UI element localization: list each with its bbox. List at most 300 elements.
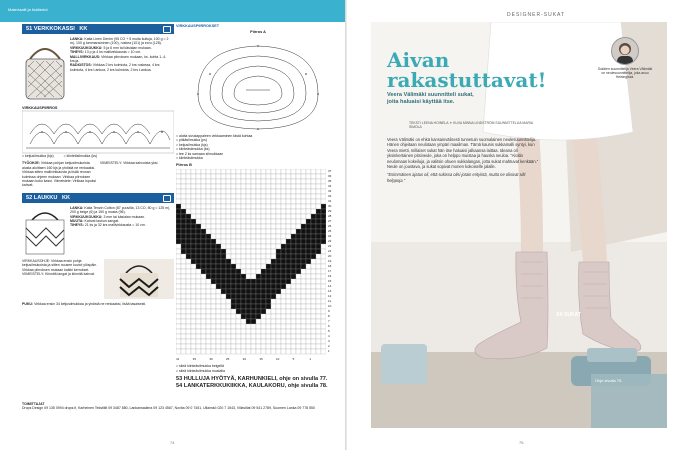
designer-portrait <box>612 38 638 64</box>
grid-cell <box>176 339 181 344</box>
grid-cell <box>271 199 276 204</box>
grid-cell <box>186 189 191 194</box>
grid-cell <box>271 249 276 254</box>
grid-cell <box>286 259 291 264</box>
grid-cell <box>196 284 201 289</box>
grid-cell <box>181 334 186 339</box>
grid-cell <box>286 179 291 184</box>
legend-1-a: = ketjusilmukka (kjs) <box>22 154 54 158</box>
grid-cell <box>206 229 211 234</box>
grid-cell <box>236 244 241 249</box>
grid-cell <box>186 279 191 284</box>
grid-cell <box>256 234 261 239</box>
row-number: 35 <box>328 179 332 184</box>
row-number: 36 <box>328 174 332 179</box>
grid-cell <box>201 174 206 179</box>
grid-cell <box>281 294 286 299</box>
grid-cell <box>291 329 296 334</box>
column-number: 10 <box>276 357 280 362</box>
row-number: 22 <box>328 244 332 249</box>
grid-cell <box>251 344 256 349</box>
grid-cell <box>236 334 241 339</box>
tyoohje-block <box>22 161 174 187</box>
section-52-details <box>22 259 174 299</box>
grid-cell <box>176 264 181 269</box>
grid-cell <box>301 204 306 209</box>
grid-cell <box>291 294 296 299</box>
grid-cell <box>286 329 291 334</box>
grid-cell <box>261 319 266 324</box>
grid-cell <box>286 319 291 324</box>
grid-cell <box>241 254 246 259</box>
grid-cell <box>301 299 306 304</box>
grid-cell <box>241 349 246 354</box>
grid-cell <box>316 204 321 209</box>
grid-cell <box>246 309 251 314</box>
row-number: 33 <box>328 189 332 194</box>
grid-cell <box>321 249 326 254</box>
grid-cell <box>276 224 281 229</box>
grid-cell <box>251 349 256 354</box>
grid-cell <box>211 214 216 219</box>
grid-cell <box>301 334 306 339</box>
row-number: 5 <box>328 329 330 334</box>
grid-cell <box>231 284 236 289</box>
grid-cell <box>186 324 191 329</box>
grid-cell <box>286 344 291 349</box>
grid-cell <box>211 329 216 334</box>
grid-cell <box>176 249 181 254</box>
grid-cell <box>266 269 271 274</box>
grid-cell <box>236 264 241 269</box>
grid-cell <box>186 339 191 344</box>
grid-cell <box>181 224 186 229</box>
grid-cell <box>261 209 266 214</box>
grid-cell <box>276 339 281 344</box>
grid-cell <box>271 169 276 174</box>
grid-cell <box>291 169 296 174</box>
grid-cell <box>191 204 196 209</box>
row-number: 20 <box>328 254 332 259</box>
grid-cell <box>191 189 196 194</box>
grid-cell <box>221 289 226 294</box>
grid-cell <box>266 234 271 239</box>
grid-cell <box>216 329 221 334</box>
grid-cell <box>246 224 251 229</box>
grid-cell <box>196 214 201 219</box>
grid-cell <box>186 204 191 209</box>
grid-cell <box>221 204 226 209</box>
grid-cell <box>246 304 251 309</box>
grid-cell <box>316 184 321 189</box>
grid-cell <box>306 279 311 284</box>
article-title <box>387 50 547 90</box>
grid-cell <box>241 209 246 214</box>
grid-cell <box>176 309 181 314</box>
grid-cell <box>261 349 266 354</box>
grid-cell <box>231 254 236 259</box>
grid-cell <box>301 284 306 289</box>
grid-cell <box>231 299 236 304</box>
grid-cell <box>306 284 311 289</box>
grid-cell <box>176 304 181 309</box>
grid-cell <box>261 249 266 254</box>
grid-cell <box>296 214 301 219</box>
grid-cell <box>296 344 301 349</box>
grid-cell <box>206 254 211 259</box>
grid-cell <box>181 204 186 209</box>
grid-cell <box>221 284 226 289</box>
grid-cell <box>306 339 311 344</box>
grid-cell <box>216 209 221 214</box>
grid-cell <box>251 179 256 184</box>
grid-cell <box>191 289 196 294</box>
grid-cell <box>236 239 241 244</box>
right-column <box>176 24 340 390</box>
grid-cell <box>211 319 216 324</box>
grid-cell <box>186 249 191 254</box>
grid-cell <box>231 339 236 344</box>
grid-cell <box>276 244 281 249</box>
grid-cell <box>311 324 316 329</box>
grid-cell <box>256 299 261 304</box>
grid-cell <box>251 214 256 219</box>
grid-cell <box>286 169 291 174</box>
grid-cell <box>281 349 286 354</box>
grid-cell <box>261 269 266 274</box>
grid-cell <box>321 174 326 179</box>
grid-cell <box>296 219 301 224</box>
grid-cell <box>206 344 211 349</box>
grid-cell <box>196 344 201 349</box>
grid-cell <box>236 204 241 209</box>
grid-cell <box>221 184 226 189</box>
grid-cell <box>176 329 181 334</box>
grid-cell <box>216 184 221 189</box>
grid-cell <box>261 339 266 344</box>
grid-cell <box>256 259 261 264</box>
grid-cell <box>191 334 196 339</box>
grid-cell <box>196 194 201 199</box>
grid-cell <box>281 244 286 249</box>
row-number: 2 <box>328 344 330 349</box>
grid-cell <box>296 234 301 239</box>
grid-cell <box>311 299 316 304</box>
grid-cell <box>311 219 316 224</box>
grid-cell <box>226 334 231 339</box>
grid-cell <box>306 194 311 199</box>
grid-cell <box>276 204 281 209</box>
grid-cell <box>236 349 241 354</box>
grid-cell <box>236 289 241 294</box>
grid-cell <box>261 264 266 269</box>
grid-cell <box>291 314 296 319</box>
grid-cell <box>251 329 256 334</box>
grid-cell <box>256 219 261 224</box>
grid-cell <box>226 349 231 354</box>
grid-cell <box>301 229 306 234</box>
grid-cell <box>196 219 201 224</box>
grid-cell <box>261 234 266 239</box>
legend-1 <box>22 154 174 158</box>
grid-cell <box>286 264 291 269</box>
grid-cell <box>251 339 256 344</box>
grid-cell <box>286 244 291 249</box>
grid-cell <box>266 289 271 294</box>
grid-cell <box>276 169 281 174</box>
grid-cell <box>221 209 226 214</box>
grid-cell <box>186 264 191 269</box>
grid-cell <box>256 309 261 314</box>
grid-cell <box>276 349 281 354</box>
grid-cell <box>211 204 216 209</box>
grid-cell <box>276 299 281 304</box>
grid-cell <box>221 279 226 284</box>
grid-cell <box>216 314 221 319</box>
grid-cell <box>276 284 281 289</box>
grid-cell <box>221 324 226 329</box>
grid-cell <box>306 224 311 229</box>
grid-cell <box>321 349 326 354</box>
grid-cell <box>211 169 216 174</box>
grid-cell <box>211 334 216 339</box>
grid-cell <box>211 219 216 224</box>
grid-cell <box>196 169 201 174</box>
grid-cell <box>191 234 196 239</box>
legend-a-0: = aloita sivukappaleen virkkaaminen tästä kohtaa <box>176 134 253 138</box>
grid-cell <box>316 229 321 234</box>
grid-cell <box>241 184 246 189</box>
grid-cell <box>286 309 291 314</box>
grid-cell <box>301 294 306 299</box>
grid-cell <box>301 289 306 294</box>
grid-cell <box>211 274 216 279</box>
grid-cell <box>256 274 261 279</box>
grid-cell <box>221 214 226 219</box>
viimeistely-text: VIIMEISTELY: Virkkaa kahvoista yksi. <box>100 161 159 166</box>
grid-cell <box>236 219 241 224</box>
net-bag-image <box>22 37 68 103</box>
grid-cell <box>316 254 321 259</box>
grid-cell <box>301 224 306 229</box>
grid-cell <box>261 229 266 234</box>
grid-cell <box>281 174 286 179</box>
grid-cell <box>241 339 246 344</box>
row-number: 28 <box>328 214 332 219</box>
grid-cell <box>261 194 266 199</box>
grid-cell <box>306 304 311 309</box>
line-1: VIRKKUUKOUKKU: 3 mm tai käsialan mukaan. <box>70 214 146 219</box>
grid-cell <box>306 254 311 259</box>
grid-cell <box>316 244 321 249</box>
grid-cell <box>271 269 276 274</box>
grid-cell <box>251 314 256 319</box>
grid-cell <box>181 234 186 239</box>
grid-cell <box>296 274 301 279</box>
grid-cell <box>241 274 246 279</box>
grid-cell <box>206 309 211 314</box>
grid-cell <box>306 219 311 224</box>
grid-cell <box>226 224 231 229</box>
grid-cell <box>201 194 206 199</box>
grid-cell <box>251 334 256 339</box>
grid-cell <box>221 319 226 324</box>
grid-cell <box>271 289 276 294</box>
grid-cell <box>196 244 201 249</box>
line-1: VIRKKUUKOUKKU: 5 ja 6 mm tai käsialan mukaan. <box>70 45 152 50</box>
grid-cell <box>191 239 196 244</box>
grid-cell <box>191 249 196 254</box>
photo-caption: Ohje sivulla 75. <box>595 378 623 383</box>
grid-cell <box>266 304 271 309</box>
grid-cell <box>321 289 326 294</box>
grid-cell <box>296 309 301 314</box>
grid-cell <box>246 334 251 339</box>
grid-cell <box>296 304 301 309</box>
grid-cell <box>206 174 211 179</box>
grid-cell <box>216 259 221 264</box>
grid-cell <box>306 244 311 249</box>
grid-cell <box>196 309 201 314</box>
grid-cell <box>286 294 291 299</box>
grid-cell <box>316 309 321 314</box>
grid-cell <box>196 179 201 184</box>
grid-cell <box>231 264 236 269</box>
grid-cell <box>261 219 266 224</box>
grid-cell <box>216 309 221 314</box>
row-number: 19 <box>328 259 332 264</box>
grid-cell <box>251 309 256 314</box>
grid-cell <box>251 299 256 304</box>
grid-cell <box>226 314 231 319</box>
grid-cell <box>286 274 291 279</box>
grid-cell <box>186 334 191 339</box>
grid-cell <box>221 269 226 274</box>
grid-cell <box>271 179 276 184</box>
grid-cell <box>276 304 281 309</box>
right-page <box>347 0 696 450</box>
grid-cell <box>231 179 236 184</box>
grid-cell <box>321 229 326 234</box>
grid-cell <box>301 339 306 344</box>
grid-cell <box>296 299 301 304</box>
grid-cell <box>186 244 191 249</box>
grid-cell <box>251 264 256 269</box>
grid-cell <box>246 189 251 194</box>
grid-cell <box>196 319 201 324</box>
grid-cell <box>241 309 246 314</box>
grid-cell <box>266 214 271 219</box>
grid-cell <box>296 239 301 244</box>
grid-cell <box>261 279 266 284</box>
camera-icon <box>163 26 171 33</box>
puku-text: PUKU: Virkkaa ensin 34 ketjusilmukkaa ja yhdistä ne renkaaksi, lisää tasaisesti. <box>22 301 147 306</box>
grid-cell <box>321 294 326 299</box>
grid-cell <box>321 179 326 184</box>
grid-cell <box>306 169 311 174</box>
grid-cell <box>246 229 251 234</box>
grid-cell <box>291 184 296 189</box>
grid-cell <box>221 254 226 259</box>
grid-cell <box>296 179 301 184</box>
grid-cell <box>186 344 191 349</box>
grid-cell <box>316 304 321 309</box>
grid-cell <box>311 204 316 209</box>
grid-cell <box>181 274 186 279</box>
grid-cell <box>211 264 216 269</box>
grid-cell <box>271 344 276 349</box>
row-number: 4 <box>328 334 330 339</box>
grid-cell <box>321 219 326 224</box>
grid-cell <box>181 199 186 204</box>
grid-cell <box>176 259 181 264</box>
grid-cell <box>296 269 301 274</box>
grid-cell <box>296 329 301 334</box>
grid-cell <box>286 269 291 274</box>
grid-cell <box>246 294 251 299</box>
grid-cell <box>316 274 321 279</box>
grid-cell <box>281 259 286 264</box>
grid-cell <box>281 299 286 304</box>
grid-cell <box>296 314 301 319</box>
grid-cell <box>281 224 286 229</box>
grid-cell <box>206 269 211 274</box>
grid-cell <box>231 219 236 224</box>
grid-cell <box>311 179 316 184</box>
grid-cell <box>241 229 246 234</box>
grid-cell <box>191 294 196 299</box>
grid-cell <box>311 249 316 254</box>
grid-cell <box>186 254 191 259</box>
grid-cell <box>301 219 306 224</box>
topbar-text: Materiaalit ja lisätiedot <box>8 7 48 12</box>
grid-cell <box>306 214 311 219</box>
grid-cell <box>316 179 321 184</box>
section-52-body <box>22 206 174 256</box>
page-number-left: 74 <box>170 440 175 445</box>
grid-cell <box>311 344 316 349</box>
grid-cell <box>221 304 226 309</box>
grid-cell <box>296 279 301 284</box>
grid-cell <box>231 294 236 299</box>
grid-cell <box>301 174 306 179</box>
grid-cell <box>206 204 211 209</box>
grid-cell <box>206 284 211 289</box>
grid-cell <box>226 274 231 279</box>
grid-cell <box>246 269 251 274</box>
grid-cell <box>311 244 316 249</box>
grid-cell <box>191 279 196 284</box>
grid-cell <box>281 329 286 334</box>
grid-cell <box>286 304 291 309</box>
grid-cell <box>241 329 246 334</box>
grid-cell <box>316 314 321 319</box>
grid-cell <box>256 179 261 184</box>
grid-cell <box>266 279 271 284</box>
column-number: 41 <box>176 357 180 362</box>
grid-cell <box>181 179 186 184</box>
article-body-text: Veera Välimäki on ehkä kansainvälisesti tunnetuin suomalainen neulesuunnittelija. Hänen ohjeitaan neulotaan ympäri maailman. Tämä kaunis sukkamalli syntyi, kun Veera mietti, millaiset sukat hän itse haluaisi jalkaansa laittaa. Ideana oli yksinkertainen pitsineule, joka on helppo muistaa ja hauska neuloa. "Aloitin neulomaan kokeiluja, ja valitsin ohuen sukkalangan, jotta sukat mahtuvat kenkään." Neule on joustava, ja sukat sopivat monen kokoiselle jalalle. <box>387 137 539 170</box>
grid-cell <box>216 219 221 224</box>
grid-cell <box>231 214 236 219</box>
grid-cell <box>301 214 306 219</box>
grid-cell <box>211 189 216 194</box>
grid-cell <box>266 174 271 179</box>
grid-cell <box>231 269 236 274</box>
grid-cell <box>221 229 226 234</box>
grid-cell <box>211 239 216 244</box>
grid-cell <box>181 219 186 224</box>
